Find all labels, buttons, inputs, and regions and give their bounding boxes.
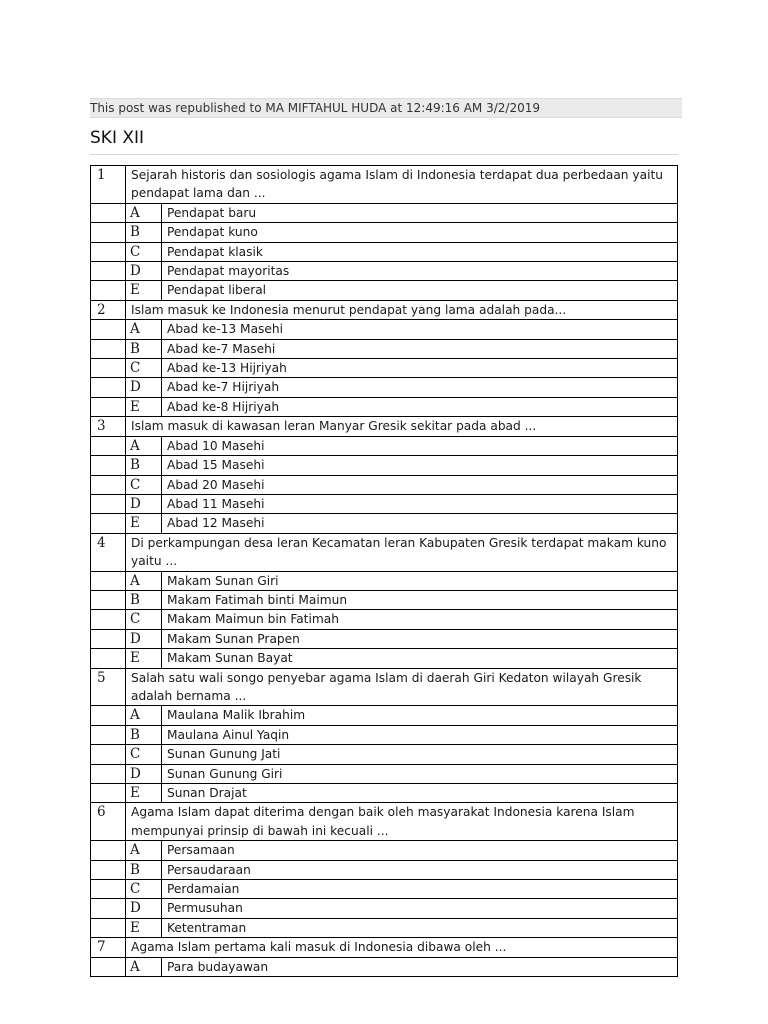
option-text: Pendapat kuno [162, 223, 678, 242]
question-row [91, 417, 678, 436]
option-letter: B [126, 590, 162, 609]
question-row [91, 166, 678, 204]
option-text: Makam Sunan Prapen [162, 629, 678, 648]
option-row [91, 860, 678, 879]
option-spacer-cell [91, 899, 126, 918]
option-row [91, 203, 678, 222]
question-number: 6 [91, 803, 126, 841]
option-letter: C [126, 880, 162, 899]
question-number: 1 [91, 166, 126, 204]
option-spacer-cell [91, 281, 126, 300]
option-letter: E [126, 281, 162, 300]
option-spacer-cell [91, 610, 126, 629]
question-text: Islam masuk ke Indonesia menurut pendapat yang lama adalah pada... [126, 300, 678, 319]
option-letter: E [126, 397, 162, 416]
option-spacer-cell [91, 223, 126, 242]
question-text: Sejarah historis dan sosiologis agama Islam di Indonesia terdapat dua perbedaan yaitu pendapat lama dan ... [126, 166, 678, 204]
option-spacer-cell [91, 320, 126, 339]
option-text: Abad 20 Masehi [162, 475, 678, 494]
option-spacer-cell [91, 841, 126, 860]
option-spacer-cell [91, 494, 126, 513]
option-letter: C [126, 242, 162, 261]
question-text: Agama Islam dapat diterima dengan baik oleh masyarakat Indonesia karena Islam mempunyai prinsip di bawah ini kecuali ... [126, 803, 678, 841]
option-text: Abad ke-13 Hijriyah [162, 359, 678, 378]
option-row [91, 918, 678, 937]
quiz-table [90, 165, 678, 977]
title-divider [90, 154, 678, 155]
option-text: Sunan Drajat [162, 784, 678, 803]
option-letter: A [126, 706, 162, 725]
option-spacer-cell [91, 359, 126, 378]
option-row [91, 475, 678, 494]
question-text: Agama Islam pertama kali masuk di Indonesia dibawa oleh ... [126, 938, 678, 957]
question-number: 3 [91, 417, 126, 436]
option-row [91, 320, 678, 339]
option-spacer-cell [91, 339, 126, 358]
option-row [91, 456, 678, 475]
option-spacer-cell [91, 378, 126, 397]
option-row [91, 494, 678, 513]
option-letter: A [126, 436, 162, 455]
option-spacer-cell [91, 706, 126, 725]
option-text: Permusuhan [162, 899, 678, 918]
option-text: Pendapat baru [162, 203, 678, 222]
option-row [91, 610, 678, 629]
option-row [91, 745, 678, 764]
option-text: Abad 10 Masehi [162, 436, 678, 455]
option-text: Abad 12 Masehi [162, 514, 678, 533]
quiz-table-body [91, 166, 678, 977]
option-row [91, 262, 678, 281]
option-spacer-cell [91, 571, 126, 590]
option-spacer-cell [91, 475, 126, 494]
option-spacer-cell [91, 590, 126, 609]
republish-notice: This post was republished to MA MIFTAHUL HUDA at 12:49:16 AM 3/2/2019 [90, 98, 682, 118]
option-letter: C [126, 359, 162, 378]
option-text: Sunan Gunung Giri [162, 764, 678, 783]
option-spacer-cell [91, 725, 126, 744]
option-row [91, 629, 678, 648]
option-spacer-cell [91, 745, 126, 764]
option-text: Abad 15 Masehi [162, 456, 678, 475]
question-text: Di perkampungan desa leran Kecamatan leran Kabupaten Gresik terdapat makam kuno yaitu ... [126, 533, 678, 571]
option-text: Abad ke-7 Masehi [162, 339, 678, 358]
option-spacer-cell [91, 918, 126, 937]
option-row [91, 880, 678, 899]
option-letter: D [126, 899, 162, 918]
option-row [91, 957, 678, 976]
option-spacer-cell [91, 242, 126, 261]
option-text: Pendapat liberal [162, 281, 678, 300]
option-text: Ketentraman [162, 918, 678, 937]
option-spacer-cell [91, 436, 126, 455]
option-letter: D [126, 629, 162, 648]
option-spacer-cell [91, 203, 126, 222]
option-row [91, 436, 678, 455]
option-text: Perdamaian [162, 880, 678, 899]
option-row [91, 590, 678, 609]
option-text: Para budayawan [162, 957, 678, 976]
option-letter: E [126, 514, 162, 533]
option-letter: E [126, 918, 162, 937]
option-letter: D [126, 494, 162, 513]
question-row [91, 938, 678, 957]
option-row [91, 514, 678, 533]
option-row [91, 378, 678, 397]
option-text: Sunan Gunung Jati [162, 745, 678, 764]
option-text: Pendapat klasik [162, 242, 678, 261]
option-letter: A [126, 841, 162, 860]
option-row [91, 725, 678, 744]
option-row [91, 223, 678, 242]
option-letter: C [126, 610, 162, 629]
page-title: SKI XII [90, 128, 145, 148]
option-spacer-cell [91, 860, 126, 879]
question-row [91, 533, 678, 571]
question-row [91, 300, 678, 319]
option-spacer-cell [91, 649, 126, 668]
option-row [91, 281, 678, 300]
option-text: Makam Maimun bin Fatimah [162, 610, 678, 629]
option-row [91, 899, 678, 918]
option-letter: B [126, 456, 162, 475]
option-row [91, 571, 678, 590]
option-text: Makam Fatimah binti Maimun [162, 590, 678, 609]
option-letter: A [126, 571, 162, 590]
option-text: Abad ke-13 Masehi [162, 320, 678, 339]
option-spacer-cell [91, 514, 126, 533]
option-spacer-cell [91, 880, 126, 899]
option-text: Maulana Malik Ibrahim [162, 706, 678, 725]
option-spacer-cell [91, 784, 126, 803]
option-text: Makam Sunan Giri [162, 571, 678, 590]
option-row [91, 706, 678, 725]
question-number: 2 [91, 300, 126, 319]
question-number: 4 [91, 533, 126, 571]
option-letter: A [126, 957, 162, 976]
option-letter: C [126, 475, 162, 494]
option-letter: A [126, 203, 162, 222]
option-row [91, 841, 678, 860]
question-number: 7 [91, 938, 126, 957]
question-text: Islam masuk di kawasan leran Manyar Gresik sekitar pada abad ... [126, 417, 678, 436]
option-letter: B [126, 725, 162, 744]
option-text: Persaudaraan [162, 860, 678, 879]
option-spacer-cell [91, 397, 126, 416]
question-row [91, 668, 678, 706]
option-text: Maulana Ainul Yaqin [162, 725, 678, 744]
option-letter: D [126, 262, 162, 281]
option-letter: A [126, 320, 162, 339]
option-spacer-cell [91, 764, 126, 783]
option-letter: D [126, 764, 162, 783]
option-row [91, 339, 678, 358]
option-row [91, 397, 678, 416]
option-spacer-cell [91, 456, 126, 475]
option-text: Abad ke-8 Hijriyah [162, 397, 678, 416]
option-text: Makam Sunan Bayat [162, 649, 678, 668]
question-row [91, 803, 678, 841]
question-number: 5 [91, 668, 126, 706]
option-text: Pendapat mayoritas [162, 262, 678, 281]
option-letter: B [126, 223, 162, 242]
question-text: Salah satu wali songo penyebar agama Islam di daerah Giri Kedaton wilayah Gresik adalah bernama ... [126, 668, 678, 706]
option-spacer-cell [91, 629, 126, 648]
option-letter: B [126, 860, 162, 879]
option-row [91, 649, 678, 668]
option-row [91, 242, 678, 261]
option-letter: D [126, 378, 162, 397]
option-text: Abad 11 Masehi [162, 494, 678, 513]
option-letter: E [126, 649, 162, 668]
option-spacer-cell [91, 262, 126, 281]
option-letter: B [126, 339, 162, 358]
option-row [91, 359, 678, 378]
option-row [91, 784, 678, 803]
option-spacer-cell [91, 957, 126, 976]
option-text: Abad ke-7 Hijriyah [162, 378, 678, 397]
option-letter: E [126, 784, 162, 803]
option-row [91, 764, 678, 783]
option-letter: C [126, 745, 162, 764]
option-text: Persamaan [162, 841, 678, 860]
